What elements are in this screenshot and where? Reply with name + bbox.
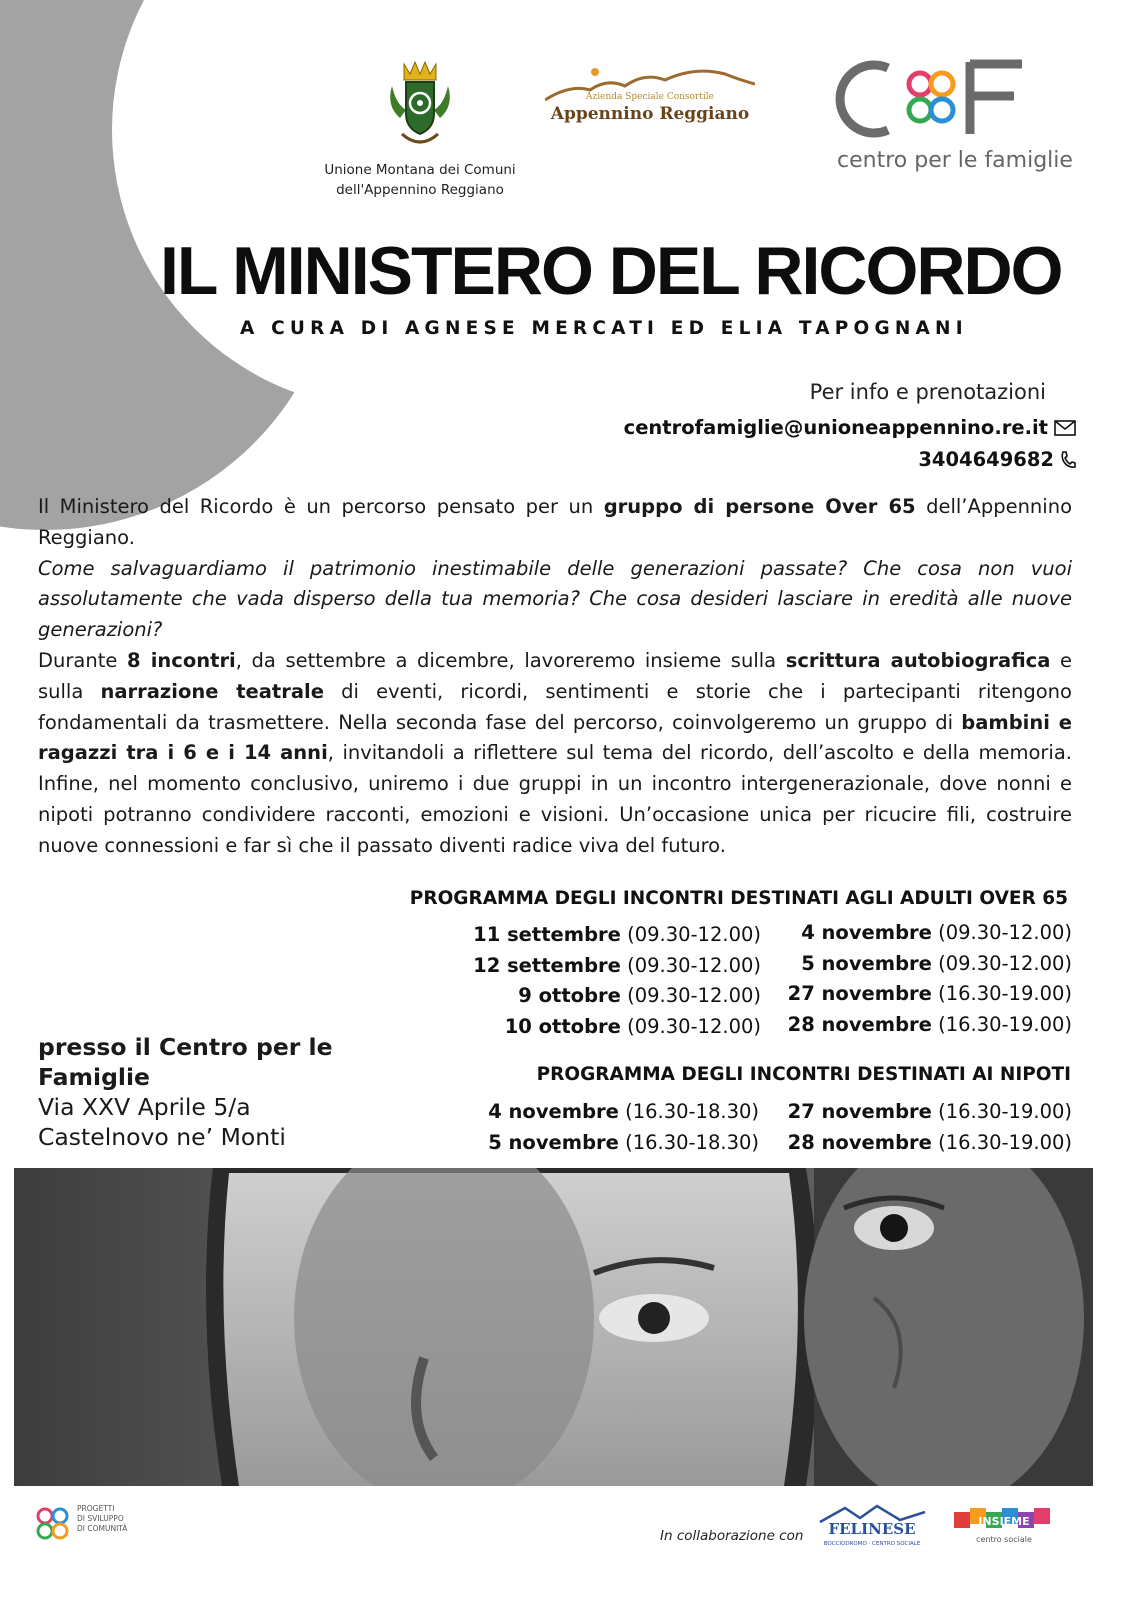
schedule-time: (09.30-12.00) [938,921,1072,944]
insieme-subtext: centro sociale [976,1535,1032,1544]
insieme-text: INSIEME [978,1515,1030,1528]
progetti-line-3: DI COMUNITÀ [77,1524,128,1533]
text-run-bold: scrittura autobiografica [785,648,1051,672]
page-subtitle: A CURA DI AGNESE MERCATI ED ELIA TAPOGNANI [240,318,968,339]
progetti-comunita-logo [33,1504,153,1548]
program-adults-right [788,918,1072,1040]
program-kids-right [788,1097,1072,1158]
schedule-date: 27 novembre [787,982,932,1006]
memory-photo [14,1168,1093,1486]
program-kids-left [488,1097,759,1158]
appennino-name: Appennino Reggiano [550,104,750,124]
union-name-line-2: dell'Appennino Reggiano [336,182,504,198]
program-adults-heading: PROGRAMMA DEGLI INCONTRI DESTINATI AGLI ADULTI OVER 65 [409,888,1068,909]
text-run: di eventi, ricordi, sentimenti e storie che i partecipanti ritengono fondamentali da trasmettere. Nella seconda fase del percorso, coinvolgeremo un gruppo di [38,679,1072,734]
schedule-time: (09.30-12.00) [627,953,761,977]
felinese-text: FELINESE [828,1520,916,1538]
unione-montana-crest-logo [378,58,462,158]
schedule-time: (09.30-12.00) [938,951,1072,975]
schedule-time: (09.30-12.00) [627,1014,761,1038]
phone-number[interactable]: 3404649682 [918,448,1054,471]
description [38,492,1072,862]
schedule-time: (16.30-19.00) [938,1100,1072,1123]
schedule-row [488,1128,759,1159]
text-run-bold: bambini e ragazzi tra i 6 e i 14 anni [38,710,1072,765]
venue-town: Castelnovo ne’ Monti [38,1123,286,1151]
schedule-date: 5 novembre [488,1130,619,1154]
program-kids-heading: PROGRAMMA DEGLI INCONTRI DESTINATI AI NIPOTI [536,1064,1071,1085]
schedule-row [788,1010,1072,1041]
venue-line-2: Famiglie [38,1063,150,1091]
schedule-date: 11 settembre [473,923,621,946]
email-address[interactable]: centrofamiglie@unioneappennino.re.it [623,416,1048,439]
schedule-date: 4 novembre [488,1100,619,1123]
schedule-row [473,1012,761,1043]
schedule-time: (09.30-12.00) [627,984,761,1008]
text-run-bold: gruppo di persone Over 65 [603,495,916,518]
progetti-line-1: PROGETTI [77,1504,115,1513]
schedule-time: (16.30-18.30) [625,1100,759,1123]
schedule-time: (16.30-19.00) [938,1130,1072,1154]
schedule-date: 28 novembre [787,1130,932,1154]
schedule-row [788,979,1072,1010]
description-paragraph-2 [38,554,1072,646]
schedule-date: 12 settembre [473,953,621,977]
description-paragraph-3 [38,646,1072,862]
text-run-bold: narrazione teatrale [100,679,324,703]
venue-block [38,1032,333,1152]
venue-address: Via XXV Aprile 5/a [38,1093,251,1121]
centro-per-le-famiglie-logo [830,50,1080,180]
text-run: dell’Appennino Reggiano. [38,495,1073,549]
insieme-logo [952,1500,1057,1550]
envelope-icon [1054,420,1076,436]
schedule-date: 27 novembre [787,1100,932,1123]
venue-line-1: presso il Centro per le [38,1033,333,1061]
text-run: , da settembre a dicembre, lavoreremo insieme sulla [235,648,786,672]
schedule-time: (09.30-12.00) [627,923,761,946]
schedule-row [473,981,761,1012]
felinese-logo [815,1502,930,1548]
schedule-date: 10 ottobre [504,1014,621,1038]
union-name-line-1: Unione Montana dei Comuni [324,162,516,178]
text-run: Il Ministero del Ricordo è un percorso pensato per un [38,495,604,518]
schedule-date: 4 novembre [801,921,932,944]
schedule-date: 28 novembre [787,1012,932,1036]
schedule-time: (16.30-19.00) [938,1012,1072,1036]
felinese-subtext: BOCCIODROMO · CENTRO SOCIALE [823,1541,921,1547]
text-run: , invitandoli a riflettere sul tema del ricordo, dell’ascolto e della memoria. Infine, nel momento conclusivo, uniremo i due gruppi in un incontro intergenerazionale, dove nonni e nipoti potranno condividere racconti, emozioni e visioni. Un’occasione unica per ricucire fili, costruire nuove connessioni e far sì che il passato diventi radice viva del futuro. [38,741,1072,857]
page-title: IL MINISTERO DEL RICORDO [160,233,1062,309]
text-run: Durante [38,648,127,672]
info-label: Per info e prenotazioni [809,380,1046,404]
text-run-bold: 8 incontri [126,648,236,672]
progetti-rings-icon [33,1504,73,1544]
cpf-subtitle: centro per le famiglie [837,148,1073,173]
phone-icon [1060,451,1076,469]
appennino-reggiano-logo [545,64,755,144]
unione-montana-name [295,160,545,200]
schedule-row [788,1128,1072,1159]
schedule-row [788,1097,1072,1128]
schedule-row [473,951,761,982]
appennino-subtitle: Azienda Speciale Consortile [586,92,714,102]
schedule-time: (16.30-19.00) [938,982,1072,1006]
schedule-row [788,918,1072,949]
schedule-row [488,1097,759,1128]
progetti-text [77,1504,127,1534]
description-paragraph-1 [38,492,1072,554]
schedule-row [788,949,1072,980]
collaboration-label: In collaborazione con [660,1528,804,1544]
text-run: e sulla [38,648,1072,703]
schedule-date: 9 ottobre [518,984,621,1008]
email-row[interactable] [624,416,1076,439]
schedule-row [473,920,761,951]
progetti-line-2: DI SVILUPPO [77,1514,124,1523]
program-adults-left [473,920,761,1042]
schedule-date: 5 novembre [801,951,932,975]
text-run-italic: Come salvaguardiamo il patrimonio inestimabile delle generazioni passate? Che cosa non vuoi assolutamente che vada disperso della tua memoria? Che cosa desideri lasciare in eredità alle nuove generazioni? [38,556,1072,642]
phone-row[interactable] [918,448,1076,471]
schedule-time: (16.30-18.30) [625,1130,759,1154]
